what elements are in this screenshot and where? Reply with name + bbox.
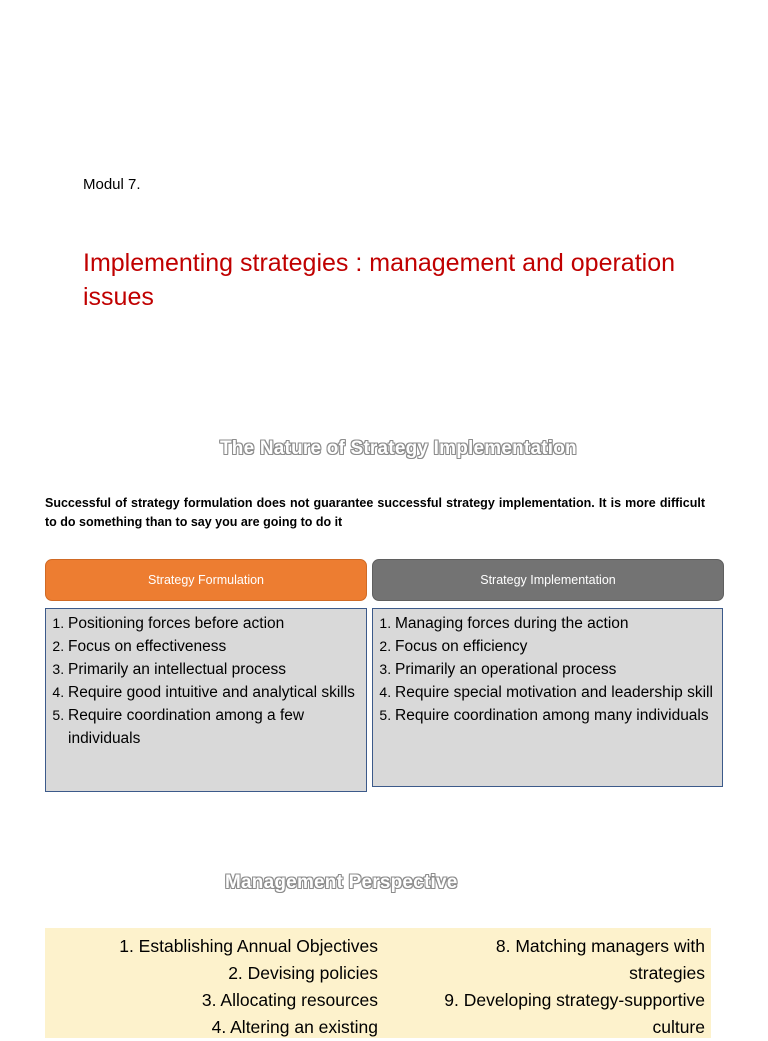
management-perspective-box	[45, 928, 711, 1038]
list-item: 3. Allocating resources	[201, 990, 378, 1010]
list-item: 2. Focus on effectiveness	[68, 635, 360, 658]
strategy-implementation-header	[372, 559, 724, 601]
strategy-formulation-header-label: Strategy Formulation	[147, 573, 265, 587]
list-item: 5. Require coordination among many individuals	[395, 704, 716, 727]
list-item: 2. Devising policies	[228, 963, 378, 983]
list-item: 8. Matching managers with	[495, 936, 705, 956]
list-item: 9. Developing strategy-supportive	[444, 990, 705, 1010]
nature-heading: The Nature of Strategy Implementation	[220, 438, 577, 459]
page-title: Implementing strategies : management and operation issues	[83, 249, 676, 311]
formulation-list-box	[45, 608, 367, 792]
list-item: 5. Require coordination among a few individuals	[68, 704, 360, 750]
list-item: 1. Establishing Annual Objectives	[119, 936, 378, 956]
list-item: 3. Primarily an intellectual process	[68, 658, 360, 681]
management-left-column	[45, 933, 378, 1041]
formulation-list	[52, 612, 360, 750]
strategy-formulation-header	[45, 559, 367, 601]
list-item: culture	[652, 1017, 705, 1037]
management-right-column	[390, 933, 705, 1041]
list-item: 4. Require special motivation and leadership skill	[395, 681, 716, 704]
list-item: 4. Altering an existing	[211, 1017, 378, 1037]
implementation-list-box	[372, 608, 723, 787]
list-item: 4. Require good intuitive and analytical skills	[68, 681, 360, 704]
intro-paragraph: Successful of strategy formulation does not guarantee successful strategy implementation. It is more difficult to do something than to say you are going to do it	[45, 496, 705, 529]
implementation-list	[379, 612, 716, 727]
management-perspective-heading: Management Perspective	[225, 872, 458, 893]
list-item: 1. Managing forces during the action	[395, 612, 716, 635]
list-item: 2. Focus on efficiency	[395, 635, 716, 658]
module-label: Modul 7.	[83, 176, 141, 193]
strategy-implementation-header-label: Strategy Implementation	[480, 573, 616, 587]
list-item: strategies	[629, 963, 705, 983]
list-item: 3. Primarily an operational process	[395, 658, 716, 681]
list-item: 1. Positioning forces before action	[68, 612, 360, 635]
